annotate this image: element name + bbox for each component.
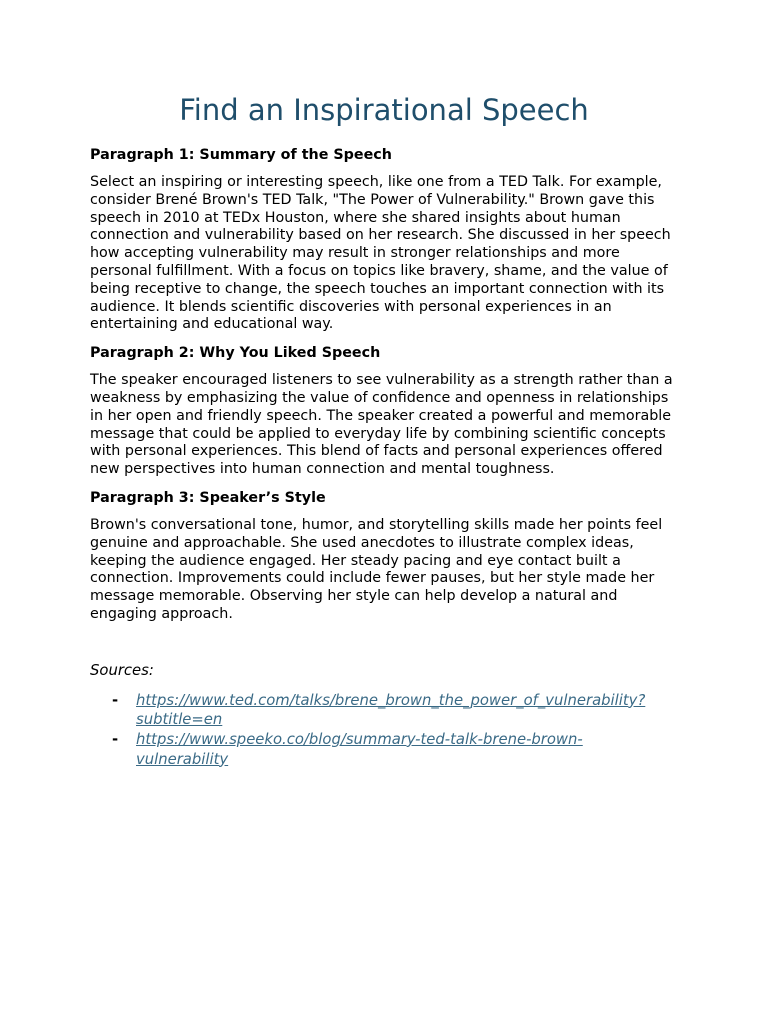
source-item — [90, 730, 680, 769]
section-body: Select an inspiring or interesting speech, like one from a TED Talk. For example, consider Brené Brown's TED Talk, "The Power of Vulnerability." Brown gave this speech in 2010 at TEDx Houston, where she shared insights about human connection and vulnerability based on her research. She discussed in her speech how accepting vulnerability may result in stronger relationships and more personal fulfillment. With a focus on topics like bravery, shame, and the value of being receptive to change, the speech touches an important connection with its audience. It blends scientific discoveries with personal experiences in an entertaining and educational way. — [90, 174, 671, 333]
source-link-line: vulnerability — [136, 750, 229, 768]
sources-label: Sources: — [90, 661, 154, 679]
list-bullet: - — [112, 691, 119, 709]
section-heading: Paragraph 1: Summary of the Speech — [90, 147, 392, 163]
page-title: Find an Inspirational Speech — [179, 93, 589, 127]
sources-list — [90, 691, 680, 769]
source-link-line: https://www.ted.com/talks/brene_brown_the_power_of_vulnerability? — [136, 691, 646, 709]
section-body: Brown's conversational tone, humor, and storytelling skills made her points feel genuine and approachable. She used anecdotes to illustrate complex ideas, keeping the audience engaged. Her steady pacing and eye contact built a connection. Improvements could include fewer pauses, but her style made her message memorable. Observing her style can help develop a natural and engaging approach. — [90, 516, 663, 622]
source-link-line: subtitle=en — [136, 711, 223, 729]
list-bullet: - — [112, 730, 119, 748]
section-heading: Paragraph 3: Speaker’s Style — [90, 489, 326, 506]
section-summary — [90, 146, 680, 334]
section-body: The speaker encouraged listeners to see vulnerability as a strength rather than a weakness by emphasizing the value of confidence and openness in relationships in her open and friendly speech. The speaker created a powerful and memorable message that could be applied to everyday life by combining scientific concepts with personal experiences. This blend of facts and personal experiences offered new perspectives into human connection and mental toughness. — [90, 372, 673, 478]
section-speaker-style — [90, 489, 680, 624]
source-link-line: https://www.speeko.co/blog/summary-ted-talk-brene-brown- — [136, 730, 583, 748]
section-heading: Paragraph 2: Why You Liked Speech — [90, 345, 381, 362]
source-item — [90, 691, 680, 730]
section-why-liked — [90, 344, 680, 479]
document-page — [90, 88, 680, 769]
source-link-speeko[interactable] — [136, 731, 583, 768]
source-link-ted[interactable] — [136, 692, 645, 729]
